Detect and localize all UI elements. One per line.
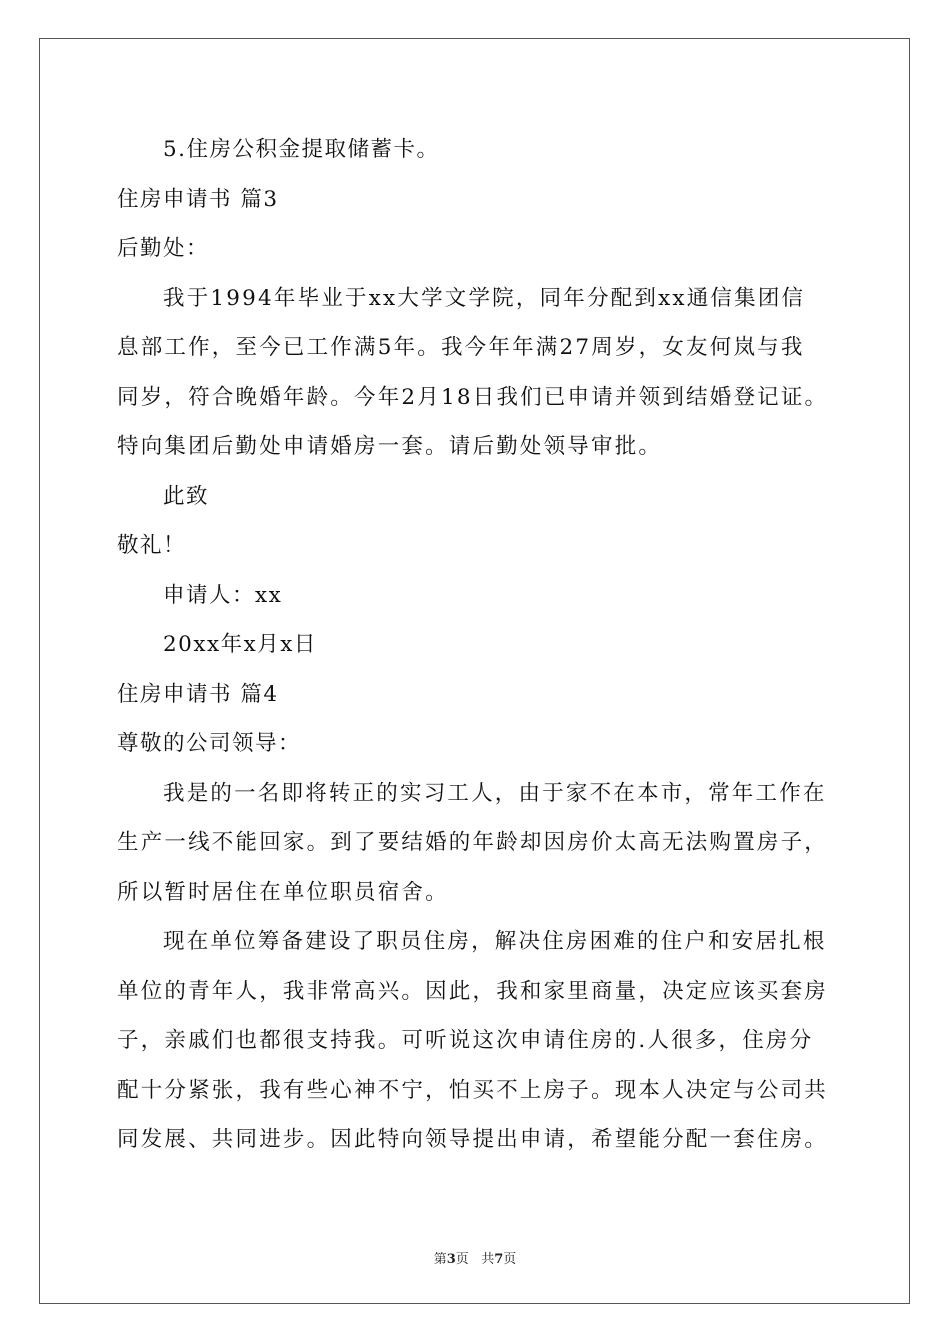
- page-total: 7: [494, 1252, 504, 1267]
- paragraph-line: 我是的一名即将转正的实习工人，由于家不在本市，常年工作在: [163, 780, 827, 806]
- section-heading: 住房申请书 篇4: [117, 681, 279, 707]
- page-suffix: 页: [455, 1252, 469, 1267]
- paragraph-line: 特向集团后勤处申请婚房一套。请后勤处领导审批。: [117, 434, 663, 459]
- text-line: 5.住房公积金提取储蓄卡。: [163, 137, 440, 162]
- page-current: 3: [446, 1252, 456, 1267]
- paragraph-line: 息部工作，至今已工作满5年。我今年年满27周岁，女友何岚与我: [117, 335, 805, 360]
- closing-salute: 敬礼！: [117, 533, 187, 558]
- section-heading: 住房申请书 篇3: [117, 186, 279, 212]
- paragraph-line: 配十分紧张，我有些心神不宁，怕买不上房子。现本人决定与公司共: [117, 1077, 829, 1103]
- applicant-name: 申请人：xx: [163, 582, 283, 608]
- paragraph-line: 我于1994年毕业于xx大学文学院，同年分配到xx通信集团信: [163, 285, 806, 311]
- paragraph-line: 所以暂时居住在单位职员宿舍。: [117, 879, 449, 905]
- paragraph-line: 同发展、共同进步。因此特向领导提出申请，希望能分配一套住房。: [117, 1127, 829, 1152]
- document-body: [117, 125, 837, 1165]
- date-line: 20xx年x月x日: [163, 632, 317, 657]
- total-prefix: 共: [481, 1252, 495, 1267]
- paragraph-line: 同岁，符合晚婚年龄。今年2月18日我们已申请并领到结婚登记证。: [117, 384, 829, 410]
- paragraph-line: 单位的青年人，我非常高兴。因此，我和家里商量，决定应该买套房: [117, 978, 829, 1004]
- total-suffix: 页: [503, 1252, 517, 1267]
- page-prefix: 第: [433, 1252, 447, 1267]
- salutation: 后勤处：: [117, 236, 210, 261]
- salutation: 尊敬的公司领导：: [117, 731, 302, 756]
- page-footer: [0, 1248, 950, 1267]
- paragraph-line: 生产一线不能回家。到了要结婚的年龄却因房价太高无法购置房子，: [117, 830, 829, 855]
- paragraph-line: 现在单位筹备建设了职员住房，解决住房困难的住户和安居扎根: [163, 929, 827, 954]
- paragraph-line: 子，亲戚们也都很支持我。可听说这次申请住房的.人很多，住房分: [117, 1028, 814, 1053]
- closing-phrase: 此致: [163, 483, 210, 509]
